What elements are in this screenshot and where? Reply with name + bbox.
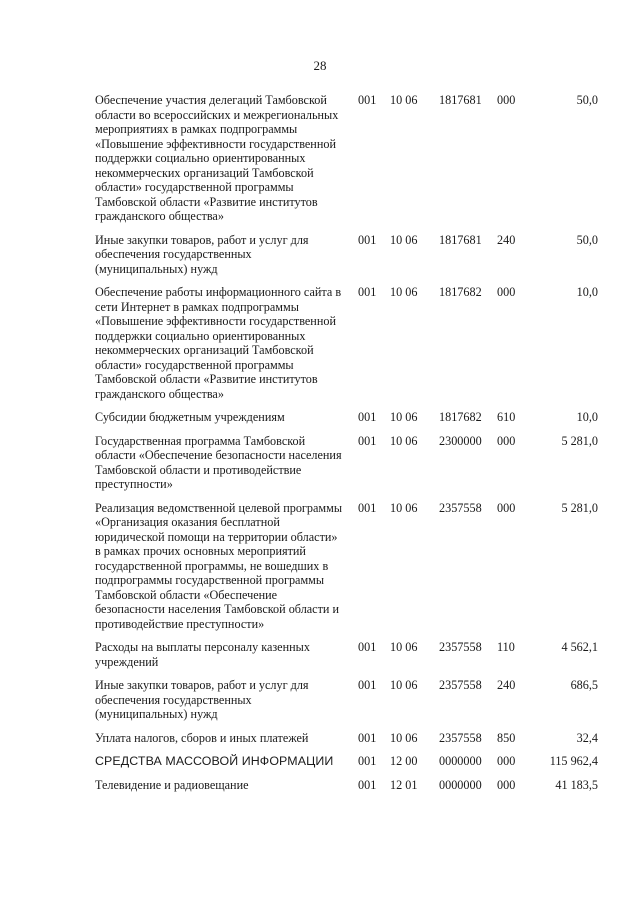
row-expense-type: 000: [497, 93, 516, 107]
table-row: [0, 731, 640, 746]
row-target-code: 1817681: [439, 93, 482, 107]
row-target-code: 2300000: [439, 433, 482, 448]
table-row: [0, 501, 640, 632]
row-name: Телевидение и радиовещание: [95, 777, 249, 792]
row-name: Иные закупки товаров, работ и услуг для обеспечения государственных (муниципальных) нужд: [95, 232, 309, 276]
row-expense-type: 000: [497, 777, 516, 792]
row-name: Реализация ведомственной целевой программы «Организация оказания бесплатной юридической помощи на территории области» в рамках прочих основных мероприятий государственной программы, не вошедших в подпрограммы государственной программы Тамбовской области «Обеспечение безопасности населения Тамбовской области и противодействие преступности»: [95, 500, 343, 631]
row-sum: 32,4: [576, 730, 598, 745]
row-section-code: 12 00: [390, 754, 418, 768]
row-admin-code: 001: [358, 285, 377, 299]
table-row: [0, 754, 640, 769]
row-admin-code: 001: [358, 730, 377, 745]
row-admin-code: 001: [358, 433, 377, 448]
row-target-code: 2357558: [439, 640, 482, 654]
row-section-code: 10 06: [390, 640, 418, 654]
row-name: Государственная программа Тамбовской области «Обеспечение безопасности населения Тамбовской области и противодействие преступности»: [95, 433, 342, 491]
row-admin-code: 001: [358, 410, 377, 424]
row-admin-code: 001: [358, 754, 377, 768]
row-target-code: 2357558: [439, 678, 482, 692]
row-name: Иные закупки товаров, работ и услуг для обеспечения государственных (муниципальных) нужд: [95, 678, 309, 721]
page-number: 28: [313, 58, 327, 73]
row-target-code: 2357558: [439, 500, 482, 515]
row-admin-code: 001: [358, 640, 377, 654]
table-row: [0, 233, 640, 277]
row-sum: 41 183,5: [555, 777, 598, 792]
row-sum: 50,0: [576, 232, 598, 247]
row-target-code: 0000000: [439, 777, 482, 792]
table-row: [0, 285, 640, 401]
row-name: Расходы на выплаты персоналу казенных учреждений: [95, 640, 310, 669]
row-expense-type: 000: [497, 285, 516, 299]
row-admin-code: 001: [358, 232, 377, 247]
row-expense-type: 000: [497, 754, 516, 768]
row-expense-type: 000: [497, 500, 516, 515]
table-row: [0, 778, 640, 793]
row-target-code: 1817681: [439, 232, 482, 247]
row-sum: 4 562,1: [561, 640, 598, 654]
row-sum: 686,5: [570, 678, 598, 692]
row-admin-code: 001: [358, 678, 377, 692]
row-section-code: 10 06: [390, 232, 418, 247]
row-target-code: 0000000: [439, 754, 482, 768]
row-name: Обеспечение работы информационного сайта в сети Интернет в рамках подпрограммы «Повышение эффективности государственной поддержки социально ориентированных некоммерческих организаций Тамбовской области» государственной программы Тамбовской области «Развитие институтов гражданского общества»: [95, 285, 342, 401]
row-expense-type: 240: [497, 232, 516, 247]
row-sum: 5 281,0: [561, 500, 598, 515]
row-sum: 10,0: [576, 285, 598, 299]
table-row: [0, 93, 640, 224]
row-section-code: 12 01: [390, 777, 418, 792]
row-expense-type: 610: [497, 410, 516, 424]
row-sum: 5 281,0: [561, 433, 598, 448]
row-section-code: 10 06: [390, 433, 418, 448]
row-admin-code: 001: [358, 777, 377, 792]
row-sum: 115 962,4: [549, 754, 598, 768]
row-name: СРЕДСТВА МАССОВОЙ ИНФОРМАЦИИ: [95, 754, 334, 768]
budget-table: [0, 93, 640, 801]
row-sum: 50,0: [576, 93, 598, 107]
row-admin-code: 001: [358, 93, 377, 107]
table-row: [0, 640, 640, 669]
row-section-code: 10 06: [390, 285, 418, 299]
row-name: Субсидии бюджетным учреждениям: [95, 410, 285, 424]
row-target-code: 1817682: [439, 410, 482, 424]
row-admin-code: 001: [358, 500, 377, 515]
row-expense-type: 110: [497, 640, 515, 654]
row-section-code: 10 06: [390, 678, 418, 692]
table-row: [0, 678, 640, 722]
row-expense-type: 850: [497, 730, 516, 745]
row-section-code: 10 06: [390, 730, 418, 745]
row-section-code: 10 06: [390, 500, 418, 515]
row-expense-type: 000: [497, 433, 516, 448]
row-name: Уплата налогов, сборов и иных платежей: [95, 730, 309, 745]
row-section-code: 10 06: [390, 410, 418, 424]
row-sum: 10,0: [576, 410, 598, 424]
row-target-code: 1817682: [439, 285, 482, 299]
row-section-code: 10 06: [390, 93, 418, 107]
table-row: [0, 410, 640, 425]
row-name: Обеспечение участия делегаций Тамбовской области во всероссийских и межрегиональных мероприятиях в рамках подпрограммы «Повышение эффективности государственной поддержки социально ориентированных некоммерческих организаций Тамбовской области» государственной программы Тамбовской области «Развитие институтов гражданского общества»: [95, 93, 339, 223]
row-expense-type: 240: [497, 678, 516, 692]
row-target-code: 2357558: [439, 730, 482, 745]
table-row: [0, 434, 640, 492]
